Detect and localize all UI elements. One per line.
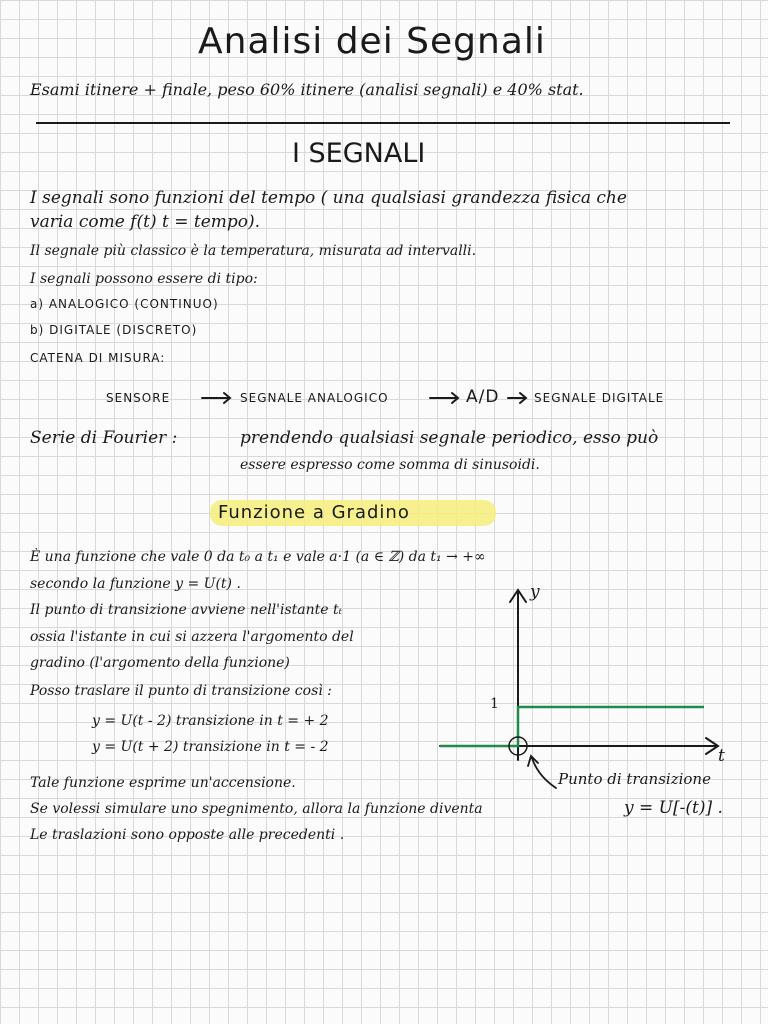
chain-arrows xyxy=(202,393,526,403)
arrow-right-icon xyxy=(430,393,458,403)
page-title: Analisi dei Segnali xyxy=(198,21,546,62)
text-line: I segnali possono essere di tipo: xyxy=(30,271,258,287)
step-function-graph xyxy=(440,590,718,788)
text-line: Se volessi simulare uno spegnimento, allora la funzione diventa xyxy=(30,801,483,817)
arrow-right-icon xyxy=(202,393,230,403)
text-line: Serie di Fourier : xyxy=(30,428,178,448)
text-line: essere espresso come somma di sinusoidi. xyxy=(240,457,540,473)
formula: y = U[-(t)] . xyxy=(624,798,723,818)
chain-step: A/D xyxy=(466,387,500,407)
text-line: ossia l'istante in cui si azzera l'argomento del xyxy=(30,629,354,645)
text-line: Il punto di transizione avviene nell'istante tₜ xyxy=(30,602,343,618)
text-line: prendendo qualsiasi segnale periodico, esso può xyxy=(240,428,659,448)
level-label: 1 xyxy=(490,696,499,712)
section-heading-segnali: I SEGNALI xyxy=(292,138,426,169)
chain-step: SENSORE xyxy=(106,391,171,405)
step-line xyxy=(440,707,704,746)
text-line: Le traslazioni sono opposte alle precedenti . xyxy=(30,827,345,843)
text-line: I segnali sono funzioni del tempo ( una qualsiasi grandezza fisica che xyxy=(30,188,627,208)
subtitle: Esami itinere + finale, peso 60% itinere (analisi segnali) e 40% stat. xyxy=(30,80,584,99)
chain-step: SEGNALE ANALOGICO xyxy=(240,391,389,405)
annotation-arrow-icon xyxy=(528,756,556,788)
text-line: Tale funzione esprime un'accensione. xyxy=(30,775,296,791)
chain-step: SEGNALE DIGITALE xyxy=(534,391,665,405)
text-line: È una funzione che vale 0 da t₀ a t₁ e vale a·1 (a ∈ ℤ) da t₁ → +∞ xyxy=(30,549,486,565)
equation: y = U(t + 2) transizione in t = - 2 xyxy=(92,739,329,755)
list-item: b) DIGITALE (DISCRETO) xyxy=(30,323,198,337)
text-line: gradino (l'argomento della funzione) xyxy=(30,655,290,671)
x-axis-label: t xyxy=(718,746,725,766)
arrow-right-icon xyxy=(508,393,526,403)
section-heading-gradino: Funzione a Gradino xyxy=(218,502,410,523)
text-line: CATENA DI MISURA: xyxy=(30,351,166,365)
text-line: varia come f(t) t = tempo). xyxy=(30,212,261,232)
text-line: Posso traslare il punto di transizione così : xyxy=(30,683,332,699)
text-line: secondo la funzione y = U(t) . xyxy=(30,576,241,592)
text-line: Il segnale più classico è la temperatura, misurata ad intervalli. xyxy=(30,243,477,259)
list-item: a) ANALOGICO (CONTINUO) xyxy=(30,297,219,311)
equation: y = U(t - 2) transizione in t = + 2 xyxy=(92,713,329,729)
annotation-label: Punto di transizione xyxy=(558,770,711,788)
y-axis-label: y xyxy=(530,582,540,602)
